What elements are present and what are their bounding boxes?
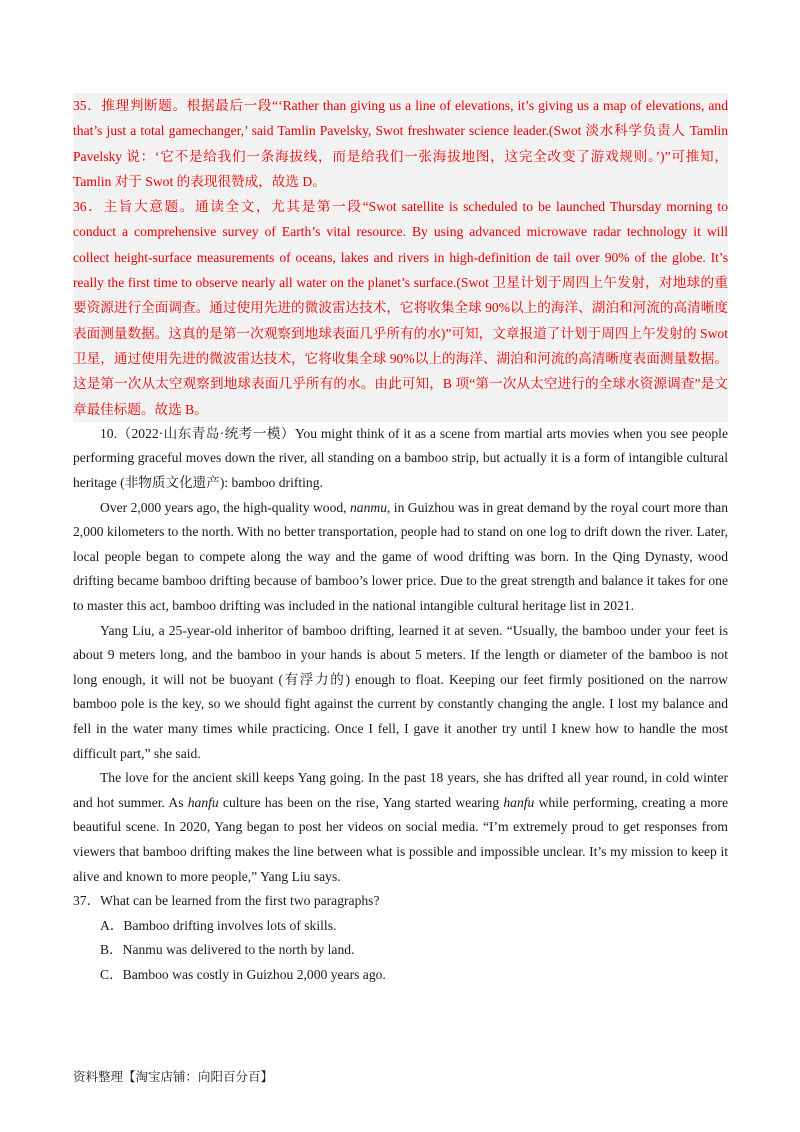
passage-text: , in Guizhou was in great demand by the royal court more than 2,000 kilometers to the north. With no better transportation, people had to stand on one log to drift down the river. Later, local people began to compete along the way and the game of wood drifting was born. In the Qing Dynasty, wood drifting became bamboo drifting because of bamboo’s lower price. Due to the great strength and balance it takes for one to master this act, bamboo drifting was included in the national intangible cultural heritage list in 2021. [73,499,728,614]
option-c: C．Bamboo was costly in Guizhou 2,000 years ago. [100,966,386,982]
answer-explanation-box [73,93,728,422]
question-stem: 37．What can be learned from the first two paragraphs? [73,893,380,909]
passage-paragraph-3: Yang Liu, a 25-year-old inheritor of bamboo drifting, learned it at seven. “Usually, the bamboo under your feet is about 9 meters long, and the bamboo in your hands is about 5 meters. If the length or diameter of the bamboo is not long enough, it will not be buoyant (有浮力的) enough to float. Keeping our feet firmly positioned on the narrow bamboo pole is the key, so we should fight against the current by constantly changing the angle. I lost my balance and fell in the water many times while practicing. Once I fell, I gave it another try until I knew how to handle the most difficult part,” she said. [73,622,728,761]
option-b: B．Nanmu was delivered to the north by land. [100,942,355,958]
passage-paragraph-2 [73,496,728,619]
passage-italic-term: hanfu [503,794,535,810]
reading-passage [73,422,728,988]
document-page [73,93,728,988]
passage-italic-term: nanmu [349,499,387,515]
answer-options [73,914,728,988]
page-footer: 资料整理【淘宝店铺：向阳百分百】 [73,1069,274,1084]
answer-36: 36．主旨大意题。通读全文，尤其是第一段“Swot satellite is scheduled to be launched Thursday morning to conduct a comprehensive survey of Earth’s vital resource. By using advanced microwave radar technology it will collect height-surface measurements of oceans, lakes and rivers in high-definition de tail over 90% of the globe. It’s really the first time to observe nearly all water on the planet’s surface.(Swot 卫星计划于周四上午发射，对地球的重要资源进行全面调查。通过使用先进的微波雷达技术，它将收集全球 90%以上的海洋、湖泊和河流的高清晰度表面测量数据。这真的是第一次观察到地球表面几乎所有的水)”可知，文章报道了计划于周四上午发射的 Swot 卫星，通过使用先进的微波雷达技术，它将收集全球 90%以上的海洋、湖泊和河流的高清晰度表面测量数据。这是第一次从太空观察到地球表面几乎所有的水。由此可知，B 项“第一次从太空进行的全球水资源调查”是文章最佳标题。故选 B。 [73,199,728,417]
passage-italic-term: hanfu [187,794,219,810]
answer-35: 35．推理判断题。根据最后一段“‘Rather than giving us a line of elevations, it’s giving us a map of elevations, and that’s just a total gamechanger,’ said Tamlin Pavelsky, Swot freshwater science leader.(Swot 淡水科学负责人 Tamlin Pavelsky 说：‘它不是给我们一条海拔线，而是给我们一张海拔地图，这完全改变了游戏规则。’)”可推知，Tamlin 对于 Swot 的表现很赞成，故选 D。 [73,98,728,189]
passage-text: while performing, creating a more beautiful scene. In 2020, Yang began to post her videos on social media. “I’m extremely proud to get responses from viewers that bamboo drifting makes the line between what is possible and impossible unclear. It’s my mission to keep it alive and known to more people,” Yang Liu says. [73,794,728,884]
option-a: A．Bamboo drifting involves lots of skills. [100,917,337,933]
passage-text: Over 2,000 years ago, the high-quality wood, [100,499,350,515]
passage-text: culture has been on the rise, Yang started wearing [218,794,504,810]
passage-paragraph-1: 10.（2022·山东青岛·统考一模）You might think of it as a scene from martial arts movies when you see people performing graceful moves down the river, all standing on a bamboo strip, but actually it is a form of intangible cultural heritage (非物质文化遗产): bamboo drifting. [73,425,728,491]
passage-text: The love for the ancient skill keeps Yang going. In the past 18 years, she has drifted all year round, in cold winter and hot summer. As [73,770,728,810]
passage-paragraph-4 [73,766,728,889]
